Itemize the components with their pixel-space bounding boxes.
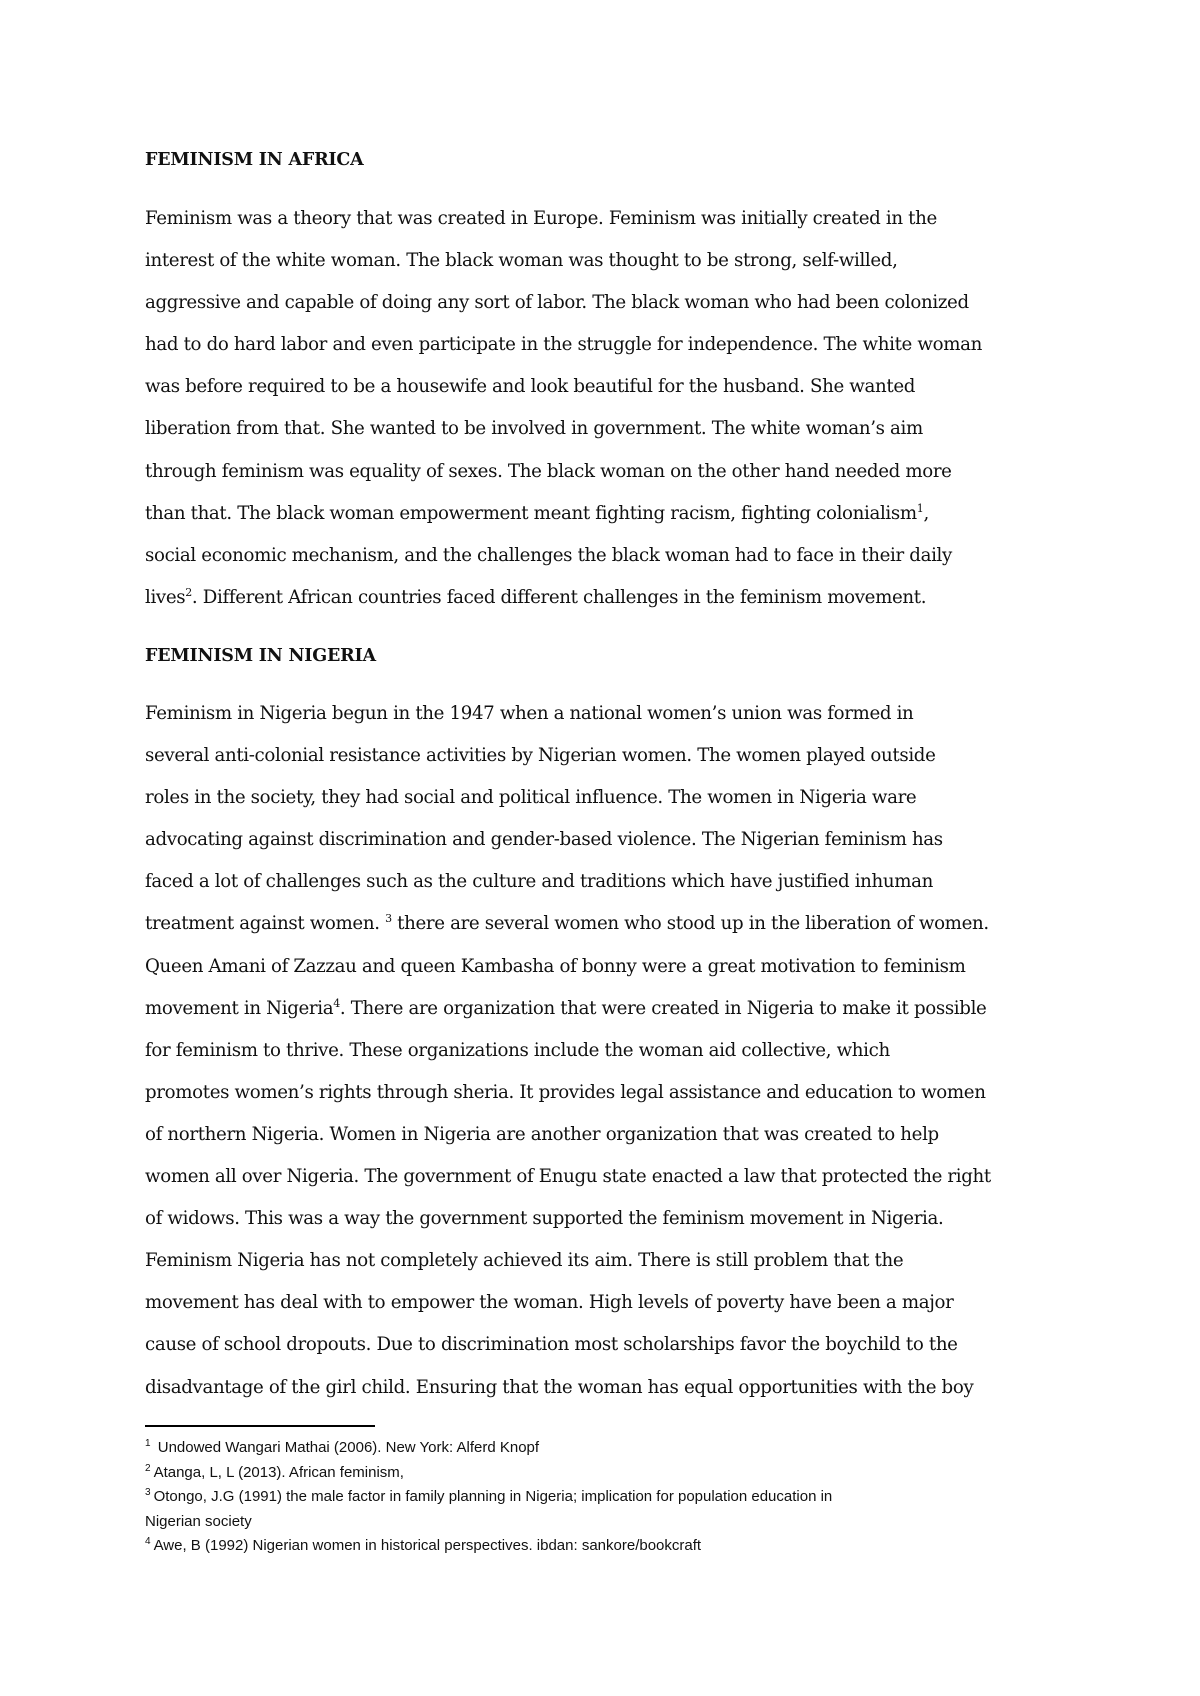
text-line: social economic mechanism, and the challenges the black woman had to face in their daily — [145, 544, 952, 566]
text-line: liberation from that. She wanted to be involved in government. The white woman’s aim — [145, 418, 923, 440]
paragraph-nigeria — [145, 693, 1075, 1409]
text-line: Feminism Nigeria has not completely achieved its aim. There is still problem that the — [145, 1250, 904, 1272]
footnote — [145, 1461, 1045, 1486]
text-line — [145, 493, 1075, 535]
paragraph-africa — [145, 198, 1075, 619]
line-text: treatment against women. — [145, 913, 386, 935]
footnote — [145, 1436, 1045, 1461]
line-text: . There are organization that were created in Nigeria to make it possible — [339, 997, 987, 1019]
text-line — [145, 988, 1075, 1030]
footnote-mark: 2 — [145, 1462, 151, 1474]
text-line: cause of school dropouts. Due to discrimination most scholarships favor the boychild to the — [145, 1334, 958, 1356]
footnote-text: Nigerian society — [145, 1512, 252, 1530]
text-line: had to do hard labor and even participate in the struggle for independence. The white woman — [145, 334, 982, 356]
text-line: promotes women’s rights through sheria. It provides legal assistance and education to women — [145, 1081, 986, 1103]
text-line: of northern Nigeria. Women in Nigeria are another organization that was created to help — [145, 1123, 939, 1145]
text-line: faced a lot of challenges such as the culture and traditions which have justified inhuman — [145, 871, 933, 893]
footnotes — [145, 1436, 1045, 1559]
footnote-text: Undowed Wangari Mathai (2006). New York: Alferd Knopf — [153, 1439, 540, 1456]
footnote-text: Atanga, L, L (2013). African feminism, — [153, 1463, 404, 1481]
footnote-mark: 3 — [145, 1487, 151, 1498]
text-line: of widows. This was a way the government supported the feminism movement in Nigeria. — [145, 1208, 944, 1230]
text-line — [145, 577, 1075, 619]
footnote-mark: 1 — [145, 1438, 151, 1449]
text-line: interest of the white woman. The black woman was thought to be strong, self-willed, — [145, 250, 898, 272]
text-line: advocating against discrimination and gender-based violence. The Nigerian feminism has — [145, 829, 943, 851]
text-line: Queen Amani of Zazzau and queen Kambasha of bonny were a great motivation to feminism — [145, 955, 966, 977]
text-line: several anti-colonial resistance activities by Nigerian women. The women played outside — [145, 745, 936, 767]
footnote-ref[interactable]: 4 — [333, 996, 340, 1010]
text-line: roles in the society, they had social and political influence. The women in Nigeria ware — [145, 787, 917, 809]
text-line: through feminism was equality of sexes. The black woman on the other hand needed more — [145, 460, 952, 482]
line-text: , — [923, 502, 929, 524]
text-line: disadvantage of the girl child. Ensuring that the woman has equal opportunities with the boy — [145, 1376, 974, 1398]
footnote-ref[interactable]: 1 — [916, 501, 924, 515]
footnote — [145, 1534, 1045, 1559]
line-text: lives — [145, 586, 186, 608]
text-line: Feminism was a theory that was created in Europe. Feminism was initially created in the — [145, 208, 937, 229]
footnote-continuation — [145, 1510, 1045, 1535]
footnote-mark: 4 — [145, 1536, 151, 1547]
footnote-ref[interactable]: 3 — [385, 912, 392, 926]
footnote-text: Otongo, J.G (1991) the male factor in family planning in Nigeria; implication for population education in — [153, 1488, 833, 1505]
section-heading-nigeria: FEMINISM IN NIGERIA — [145, 646, 376, 666]
text-line — [145, 903, 1075, 945]
text-line: for feminism to thrive. These organizations include the woman aid collective, which — [145, 1039, 890, 1061]
text-line: aggressive and capable of doing any sort of labor. The black woman who had been colonized — [145, 292, 969, 314]
footnote-ref[interactable]: 2 — [185, 585, 192, 599]
text-line: Feminism in Nigeria begun in the 1947 when a national women’s union was formed in — [145, 703, 914, 724]
footnote-separator — [145, 1425, 375, 1427]
line-text: there are several women who stood up in the liberation of women. — [391, 913, 989, 935]
footnote — [145, 1485, 1045, 1510]
text-line: movement has deal with to empower the woman. High levels of poverty have been a major — [145, 1292, 954, 1314]
line-text: . Different African countries faced different challenges in the feminism movement. — [191, 586, 927, 608]
line-text: than that. The black woman empowerment meant fighting racism, fighting colonialism — [145, 502, 917, 524]
section-heading-africa: FEMINISM IN AFRICA — [145, 150, 364, 170]
text-line: was before required to be a housewife and look beautiful for the husband. She wanted — [145, 376, 916, 398]
text-line: women all over Nigeria. The government of Enugu state enacted a law that protected the right — [145, 1166, 991, 1188]
footnote-text: Awe, B (1992) Nigerian women in historical perspectives. ibdan: sankore/bookcraft — [153, 1537, 702, 1554]
line-text: movement in Nigeria — [145, 997, 334, 1019]
